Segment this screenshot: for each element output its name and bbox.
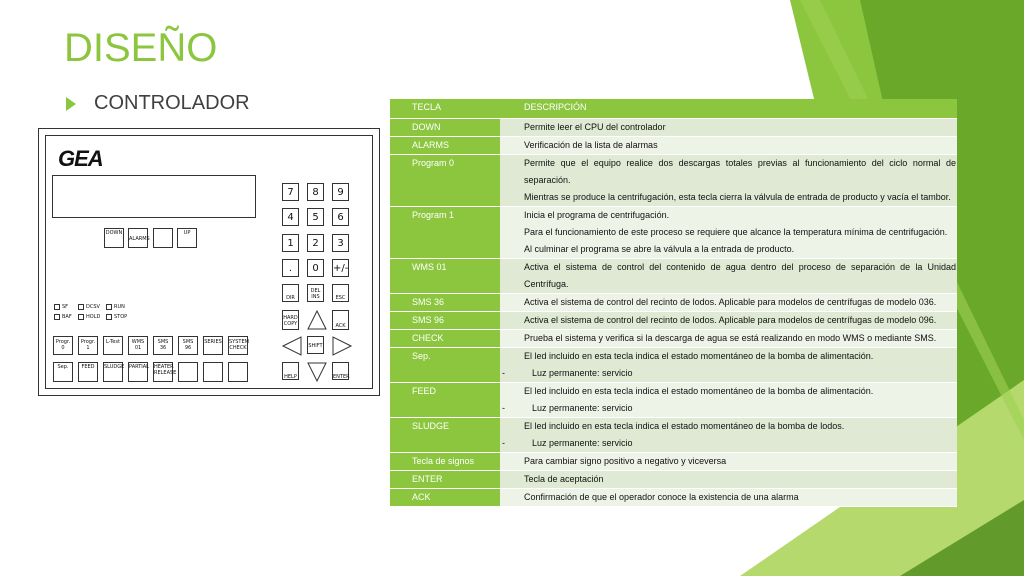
key-sms-96[interactable]: SMS 96 — [178, 336, 198, 355]
description-line: Permite leer el CPU del controlador — [524, 122, 666, 132]
key-up[interactable]: UP — [177, 228, 197, 248]
table-cell-description — [500, 348, 957, 383]
led-baf: BAF — [54, 314, 72, 320]
table-cell-description — [500, 294, 957, 312]
table-cell-key: Tecla de signos — [390, 453, 500, 471]
bullet-text: CONTROLADOR — [94, 92, 250, 114]
key-left-arrow-icon[interactable] — [282, 336, 302, 356]
table-cell-description — [500, 207, 957, 259]
table-row — [390, 312, 957, 330]
key-down-arrow-icon[interactable] — [307, 362, 327, 382]
key-esc[interactable]: ESC — [332, 284, 349, 302]
key-4[interactable]: 4 — [282, 208, 299, 226]
table-row — [390, 119, 957, 137]
key-del-ins[interactable]: DEL INS — [307, 284, 324, 302]
description-line: Activa el sistema de control del recinto de lodos. Aplicable para modelos de centrífugas de modelo 036. — [524, 297, 937, 307]
table-row — [390, 259, 957, 294]
description-line: El led incluido en esta tecla indica el estado momentáneo de la bomba de lodos. — [524, 421, 845, 431]
key-blank-3[interactable] — [203, 362, 223, 382]
key-alarms[interactable]: ALARMS — [128, 228, 148, 248]
key-help[interactable]: HELP — [282, 362, 299, 380]
table-cell-key: DOWN — [390, 119, 500, 137]
key-2[interactable]: 2 — [307, 234, 324, 252]
key-progr-0[interactable]: Progr. 0 — [53, 336, 73, 355]
dash-text: Luz permanente: servicio — [532, 403, 633, 413]
key-sludge[interactable]: SLUDGE — [103, 362, 123, 382]
led-hold: HOLD — [78, 314, 100, 320]
key-5[interactable]: 5 — [307, 208, 324, 226]
table-cell-description — [500, 119, 957, 137]
key-blank[interactable] — [153, 228, 173, 248]
table-cell-key: ALARMS — [390, 137, 500, 155]
table-cell-key: WMS 01 — [390, 259, 500, 294]
table-row — [390, 489, 957, 507]
controller-panel — [38, 128, 380, 396]
header-tecla: TECLA — [390, 99, 500, 119]
key-down[interactable]: DOWN — [104, 228, 124, 248]
bullet-arrow-icon — [66, 97, 76, 111]
led-run: RUN — [106, 304, 125, 310]
table-cell-description — [500, 383, 957, 418]
table-row — [390, 453, 957, 471]
table-cell-key: SMS 96 — [390, 312, 500, 330]
description-bullet — [502, 400, 956, 417]
key-blank-2[interactable] — [178, 362, 198, 382]
key-dot[interactable]: . — [282, 259, 299, 277]
bullet-controlador — [66, 92, 250, 115]
key-0[interactable]: 0 — [307, 259, 324, 277]
table-row — [390, 330, 957, 348]
key-shift[interactable]: SHIFT — [307, 336, 324, 354]
table-cell-key: CHECK — [390, 330, 500, 348]
table-cell-key: FEED — [390, 383, 500, 418]
key-blank-4[interactable] — [228, 362, 248, 382]
table-cell-description — [500, 312, 957, 330]
table-cell-key: ACK — [390, 489, 500, 507]
led-dcsv: DCSV — [78, 304, 100, 310]
table-row — [390, 348, 957, 383]
key-sep[interactable]: Sep. — [53, 362, 73, 382]
dash-text: Luz permanente: servicio — [532, 368, 633, 378]
table-cell-key: Sep. — [390, 348, 500, 383]
header-descripcion: DESCRIPCIÓN — [500, 99, 957, 119]
led-stop: STOP — [106, 314, 127, 320]
table-cell-key: Program 1 — [390, 207, 500, 259]
dash-text: Luz permanente: servicio — [532, 438, 633, 448]
table-cell-key: SMS 36 — [390, 294, 500, 312]
key-6[interactable]: 6 — [332, 208, 349, 226]
table-row — [390, 383, 957, 418]
description-line: Activa el sistema de control del recinto de lodos. Aplicable para modelos de centrífugas de modelo 096. — [524, 315, 937, 325]
description-line: Prueba el sistema y verifica si la descarga de agua se está realizando en modo WMS o mediante SMS. — [524, 333, 937, 343]
table-cell-key: ENTER — [390, 471, 500, 489]
description-bullet — [502, 435, 956, 452]
description-line: El led incluido en esta tecla indica el estado momentáneo de la bomba de alimentación. — [524, 351, 874, 361]
key-partial[interactable]: PARTIAL — [128, 362, 148, 382]
description-line: El led incluido en esta tecla indica el estado momentáneo de la bomba de alimentación. — [524, 386, 874, 396]
key-system-check[interactable]: SYSTEM CHECK — [228, 336, 248, 355]
table-cell-key: SLUDGE — [390, 418, 500, 453]
description-line: Confirmación de que el operador conoce la existencia de una alarma — [524, 492, 799, 502]
table-cell-description — [500, 489, 957, 507]
key-heater-release[interactable]: HEATER RELEASE — [153, 362, 173, 382]
slide-title: DISEÑO — [64, 26, 218, 70]
description-line: Al culminar el programa se abre la válvula a la entrada de producto. — [524, 244, 795, 254]
key-wms-01[interactable]: WMS 01 — [128, 336, 148, 355]
description-line: Para el funcionamiento de este proceso se requiere que alcance la temperatura mínima de centrifugación. — [524, 227, 948, 237]
dash-marker: - — [502, 438, 505, 448]
dash-marker: - — [502, 368, 505, 378]
table-row — [390, 207, 957, 259]
led-sf: SF — [54, 304, 68, 310]
table-cell-key: Program 0 — [390, 155, 500, 207]
description-line: Para cambiar signo positivo a negativo y viceversa — [524, 456, 727, 466]
table-row — [390, 155, 957, 207]
key-7[interactable]: 7 — [282, 183, 299, 201]
table-cell-description — [500, 471, 957, 489]
key-3[interactable]: 3 — [332, 234, 349, 252]
key-right-arrow-icon[interactable] — [332, 336, 352, 356]
key-enter[interactable]: ENTER — [332, 362, 349, 380]
key-sign[interactable]: +/- — [332, 259, 349, 277]
key-up-arrow-icon[interactable] — [307, 310, 327, 330]
table-cell-description — [500, 155, 957, 207]
description-line: Mientras se produce la centrifugación, esta tecla cierra la válvula de entrada de producto y vacía el tambor. — [524, 192, 951, 202]
gea-logo: GEA — [58, 146, 103, 171]
table-cell-description — [500, 137, 957, 155]
key-sms-36[interactable]: SMS 36 — [153, 336, 173, 355]
table-row — [390, 418, 957, 453]
table-header-row — [390, 99, 957, 119]
key-1[interactable]: 1 — [282, 234, 299, 252]
table-row — [390, 471, 957, 489]
key-series[interactable]: SERIES — [203, 336, 223, 355]
description-line: Verificación de la lista de alarmas — [524, 140, 658, 150]
key-9[interactable]: 9 — [332, 183, 349, 201]
description-line: Permite que el equipo realice dos descargas totales previas al funcionamiento del ciclo normal de separación. — [524, 158, 956, 185]
description-line: Tecla de aceptación — [524, 474, 604, 484]
description-line: Inicia el programa de centrifugación. — [524, 210, 670, 220]
key-description-table — [390, 99, 957, 507]
dash-marker: - — [502, 403, 505, 413]
description-line: Activa el sistema de control del contenido de agua dentro del proceso de separación de la Unidad Centrífuga. — [524, 262, 956, 289]
key-8[interactable]: 8 — [307, 183, 324, 201]
table-row — [390, 294, 957, 312]
key-ack[interactable]: ACK — [332, 310, 349, 330]
table-cell-description — [500, 418, 957, 453]
description-bullet — [502, 365, 956, 382]
table-cell-description — [500, 259, 957, 294]
key-dir[interactable]: DIR — [282, 284, 299, 302]
key-progr-1[interactable]: Progr. 1 — [78, 336, 98, 355]
key-l-test[interactable]: L-Test — [103, 336, 123, 355]
table-cell-description — [500, 330, 957, 348]
lcd-display — [52, 175, 256, 218]
controller-faceplate — [45, 135, 373, 389]
table-row — [390, 137, 957, 155]
key-hard-copy[interactable]: HARD COPY — [282, 310, 299, 330]
key-feed[interactable]: FEED — [78, 362, 98, 382]
table-cell-description — [500, 453, 957, 471]
